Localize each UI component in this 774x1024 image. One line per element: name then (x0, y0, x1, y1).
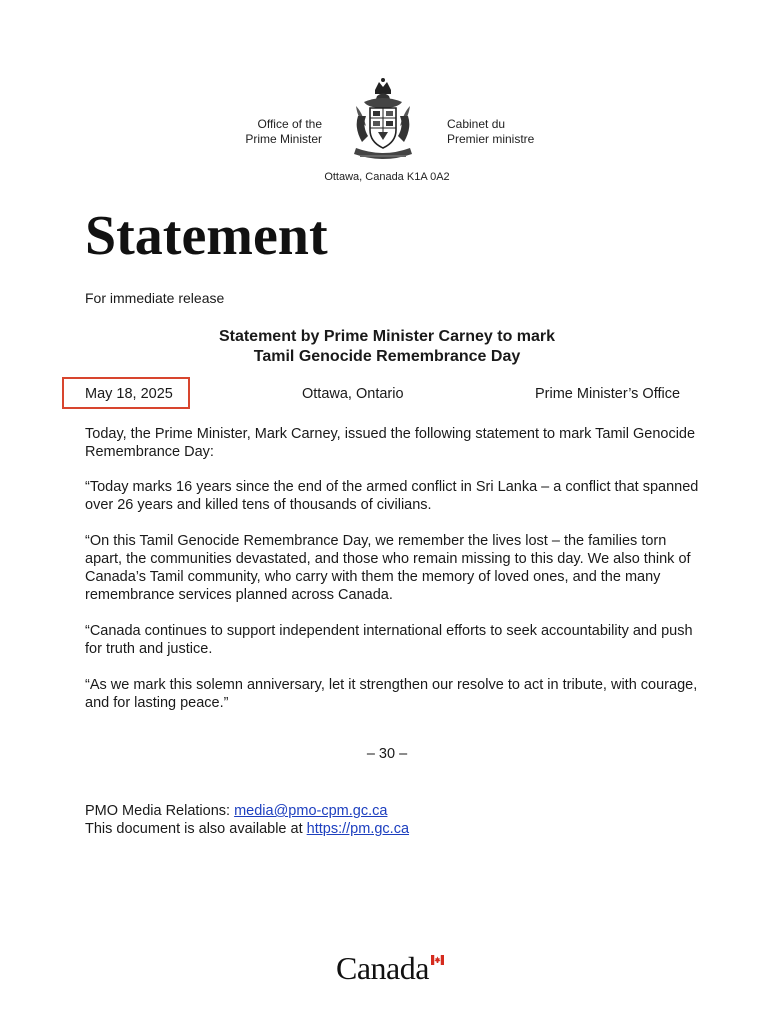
body-paragraph: “Today marks 16 years since the end of the armed conflict in Sri Lanka – a conflict that spanned over 26 years and killed tens of thousands of civilians. (85, 479, 699, 513)
document-title: Statement (85, 205, 328, 267)
body-paragraph: “As we mark this solemn anniversary, let it strengthen our resolve to act in tribute, with courage, and for lasting peace.” (85, 677, 698, 711)
website-link[interactable]: https://pm.gc.ca (306, 821, 410, 837)
canada-flag-icon (431, 955, 444, 965)
letterhead-french (447, 117, 607, 147)
body-paragraph: “Canada continues to support independent international efforts to seek accountability and push for truth and justice. (85, 623, 693, 657)
statement-date: May 18, 2025 (85, 386, 173, 402)
availability-label: This document is also available at (85, 821, 307, 837)
media-relations-line (85, 802, 409, 820)
letterhead-english-line1: Office of the (257, 117, 322, 131)
body-paragraph: “On this Tamil Genocide Remembrance Day, we remember the lives lost – the families torn apart, the communities devastated, and those who remain missing to this day. We also think of Canada’s Tamil community, who carry with them the memory of loved ones, and the many remembrance services planned across Canada. (85, 533, 691, 603)
headline-line1: Statement by Prime Minister Carney to mark (218, 328, 556, 345)
release-note: For immediate release (85, 290, 225, 306)
headline-line2: Tamil Genocide Remembrance Day (253, 348, 521, 365)
canada-wordmark: Canada (336, 950, 429, 986)
end-mark: – 30 – (366, 746, 408, 762)
office-address: Ottawa, Canada K1A 0A2 (324, 171, 450, 183)
availability-line (85, 820, 409, 838)
letterhead-english-line2: Prime Minister (245, 132, 322, 146)
media-email-link[interactable]: media@pmo-cpm.gc.ca (234, 803, 388, 819)
letterhead-english (180, 117, 322, 147)
letterhead-french-line2: Premier ministre (447, 132, 535, 146)
contact-block (85, 802, 409, 838)
statement-office: Prime Minister’s Office (535, 386, 681, 402)
coat-of-arms-icon (348, 76, 418, 160)
media-relations-label: PMO Media Relations: (85, 803, 235, 819)
statement-headline (0, 327, 774, 367)
body-paragraph: Today, the Prime Minister, Mark Carney, issued the following statement to mark Tamil Genocide Remembrance Day: (85, 426, 696, 460)
statement-location: Ottawa, Ontario (302, 386, 404, 402)
letterhead-french-line1: Cabinet du (447, 117, 506, 131)
